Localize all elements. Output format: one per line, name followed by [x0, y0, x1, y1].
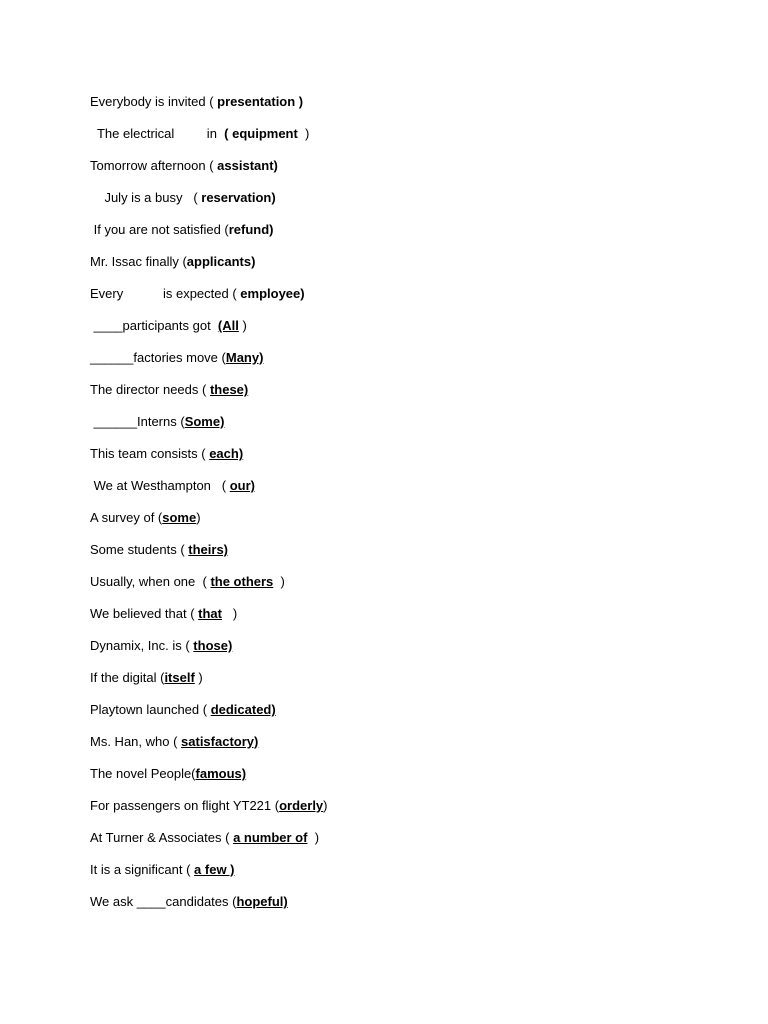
- exercise-line: [90, 443, 243, 465]
- exercise-line: [90, 251, 255, 273]
- line-prompt: Everybody is invited (: [90, 94, 218, 109]
- line-prompt: We believed that (: [90, 606, 199, 621]
- exercise-line: [90, 315, 247, 337]
- line-prompt: Every is expected (: [90, 286, 241, 301]
- line-prompt: Tomorrow afternoon (: [90, 158, 218, 173]
- exercise-line: [90, 667, 203, 689]
- line-suffix: ): [273, 574, 285, 589]
- line-answer: a number of: [233, 830, 308, 845]
- line-answer: our): [229, 478, 255, 493]
- line-answer: a few ): [194, 862, 235, 877]
- line-prompt: Some students (: [90, 542, 189, 557]
- line-answer: hopeful): [236, 894, 288, 909]
- exercise-line: [90, 699, 276, 721]
- line-suffix: ): [297, 126, 310, 141]
- line-answer: some: [162, 510, 197, 525]
- line-prompt: We ask ____candidates (: [90, 894, 237, 909]
- line-prompt: The electrical in: [90, 126, 225, 141]
- line-answer: the others: [210, 574, 274, 589]
- line-answer: employee): [240, 286, 305, 301]
- line-answer: Some): [184, 414, 225, 429]
- exercise-line: [90, 635, 232, 657]
- line-prompt: ____participants got: [90, 318, 218, 333]
- exercise-line: [90, 155, 278, 177]
- line-prompt: The novel People(: [90, 766, 196, 781]
- exercise-line: [90, 507, 201, 529]
- line-answer: dedicated): [210, 702, 276, 717]
- line-answer: Many): [225, 350, 264, 365]
- exercise-line: [90, 347, 263, 369]
- line-prompt: For passengers on flight YT221 (: [90, 798, 280, 813]
- line-answer: theirs): [188, 542, 229, 557]
- line-prompt: If you are not satisfied (: [90, 222, 229, 237]
- exercise-line: [90, 891, 288, 913]
- line-answer: ( equipment: [224, 126, 298, 141]
- exercise-line: [90, 283, 305, 305]
- exercise-line: [90, 763, 246, 785]
- line-answer: orderly: [279, 798, 324, 813]
- exercise-line: [90, 187, 276, 209]
- line-answer: those): [193, 638, 233, 653]
- line-prompt: ______factories move (: [90, 350, 226, 365]
- line-answer: refund): [228, 222, 274, 237]
- line-suffix: ): [196, 510, 201, 525]
- line-prompt: Ms. Han, who (: [90, 734, 182, 749]
- exercise-line: [90, 859, 235, 881]
- exercise-line: [90, 539, 228, 561]
- exercise-line: [90, 603, 237, 625]
- line-answer: itself: [164, 670, 195, 685]
- line-prompt: Usually, when one (: [90, 574, 211, 589]
- exercise-line: [90, 731, 258, 753]
- line-suffix: ): [222, 606, 238, 621]
- line-suffix: ): [307, 830, 320, 845]
- line-answer: reservation): [201, 190, 276, 205]
- exercise-line: [90, 379, 248, 401]
- line-answer: satisfactory): [181, 734, 259, 749]
- line-prompt: July is a busy (: [90, 190, 202, 205]
- line-prompt: At Turner & Associates (: [90, 830, 234, 845]
- line-suffix: ): [238, 318, 247, 333]
- line-answer: (All: [217, 318, 239, 333]
- exercise-line: [90, 123, 309, 145]
- line-answer: assistant): [217, 158, 278, 173]
- line-prompt: Mr. Issac finally (: [90, 254, 187, 269]
- line-prompt: ______Interns (: [90, 414, 185, 429]
- line-prompt: If the digital (: [90, 670, 165, 685]
- line-prompt: This team consists (: [90, 446, 210, 461]
- exercise-line: [90, 571, 285, 593]
- exercise-line: [90, 91, 303, 113]
- line-answer: each): [209, 446, 244, 461]
- exercise-line: [90, 219, 274, 241]
- line-suffix: ): [194, 670, 203, 685]
- line-answer: famous): [195, 766, 247, 781]
- line-prompt: A survey of (: [90, 510, 163, 525]
- line-prompt: Dynamix, Inc. is (: [90, 638, 194, 653]
- line-answer: presentation ): [217, 94, 304, 109]
- exercise-line: [90, 411, 224, 433]
- line-answer: applicants): [186, 254, 256, 269]
- exercise-line: [90, 475, 255, 497]
- exercise-line: [90, 795, 328, 817]
- line-prompt: It is a significant (: [90, 862, 195, 877]
- line-answer: these): [209, 382, 249, 397]
- line-answer: that: [198, 606, 222, 621]
- line-prompt: We at Westhampton (: [90, 478, 230, 493]
- line-prompt: The director needs (: [90, 382, 210, 397]
- line-prompt: Playtown launched (: [90, 702, 211, 717]
- exercise-line: [90, 827, 319, 849]
- line-suffix: ): [323, 798, 328, 813]
